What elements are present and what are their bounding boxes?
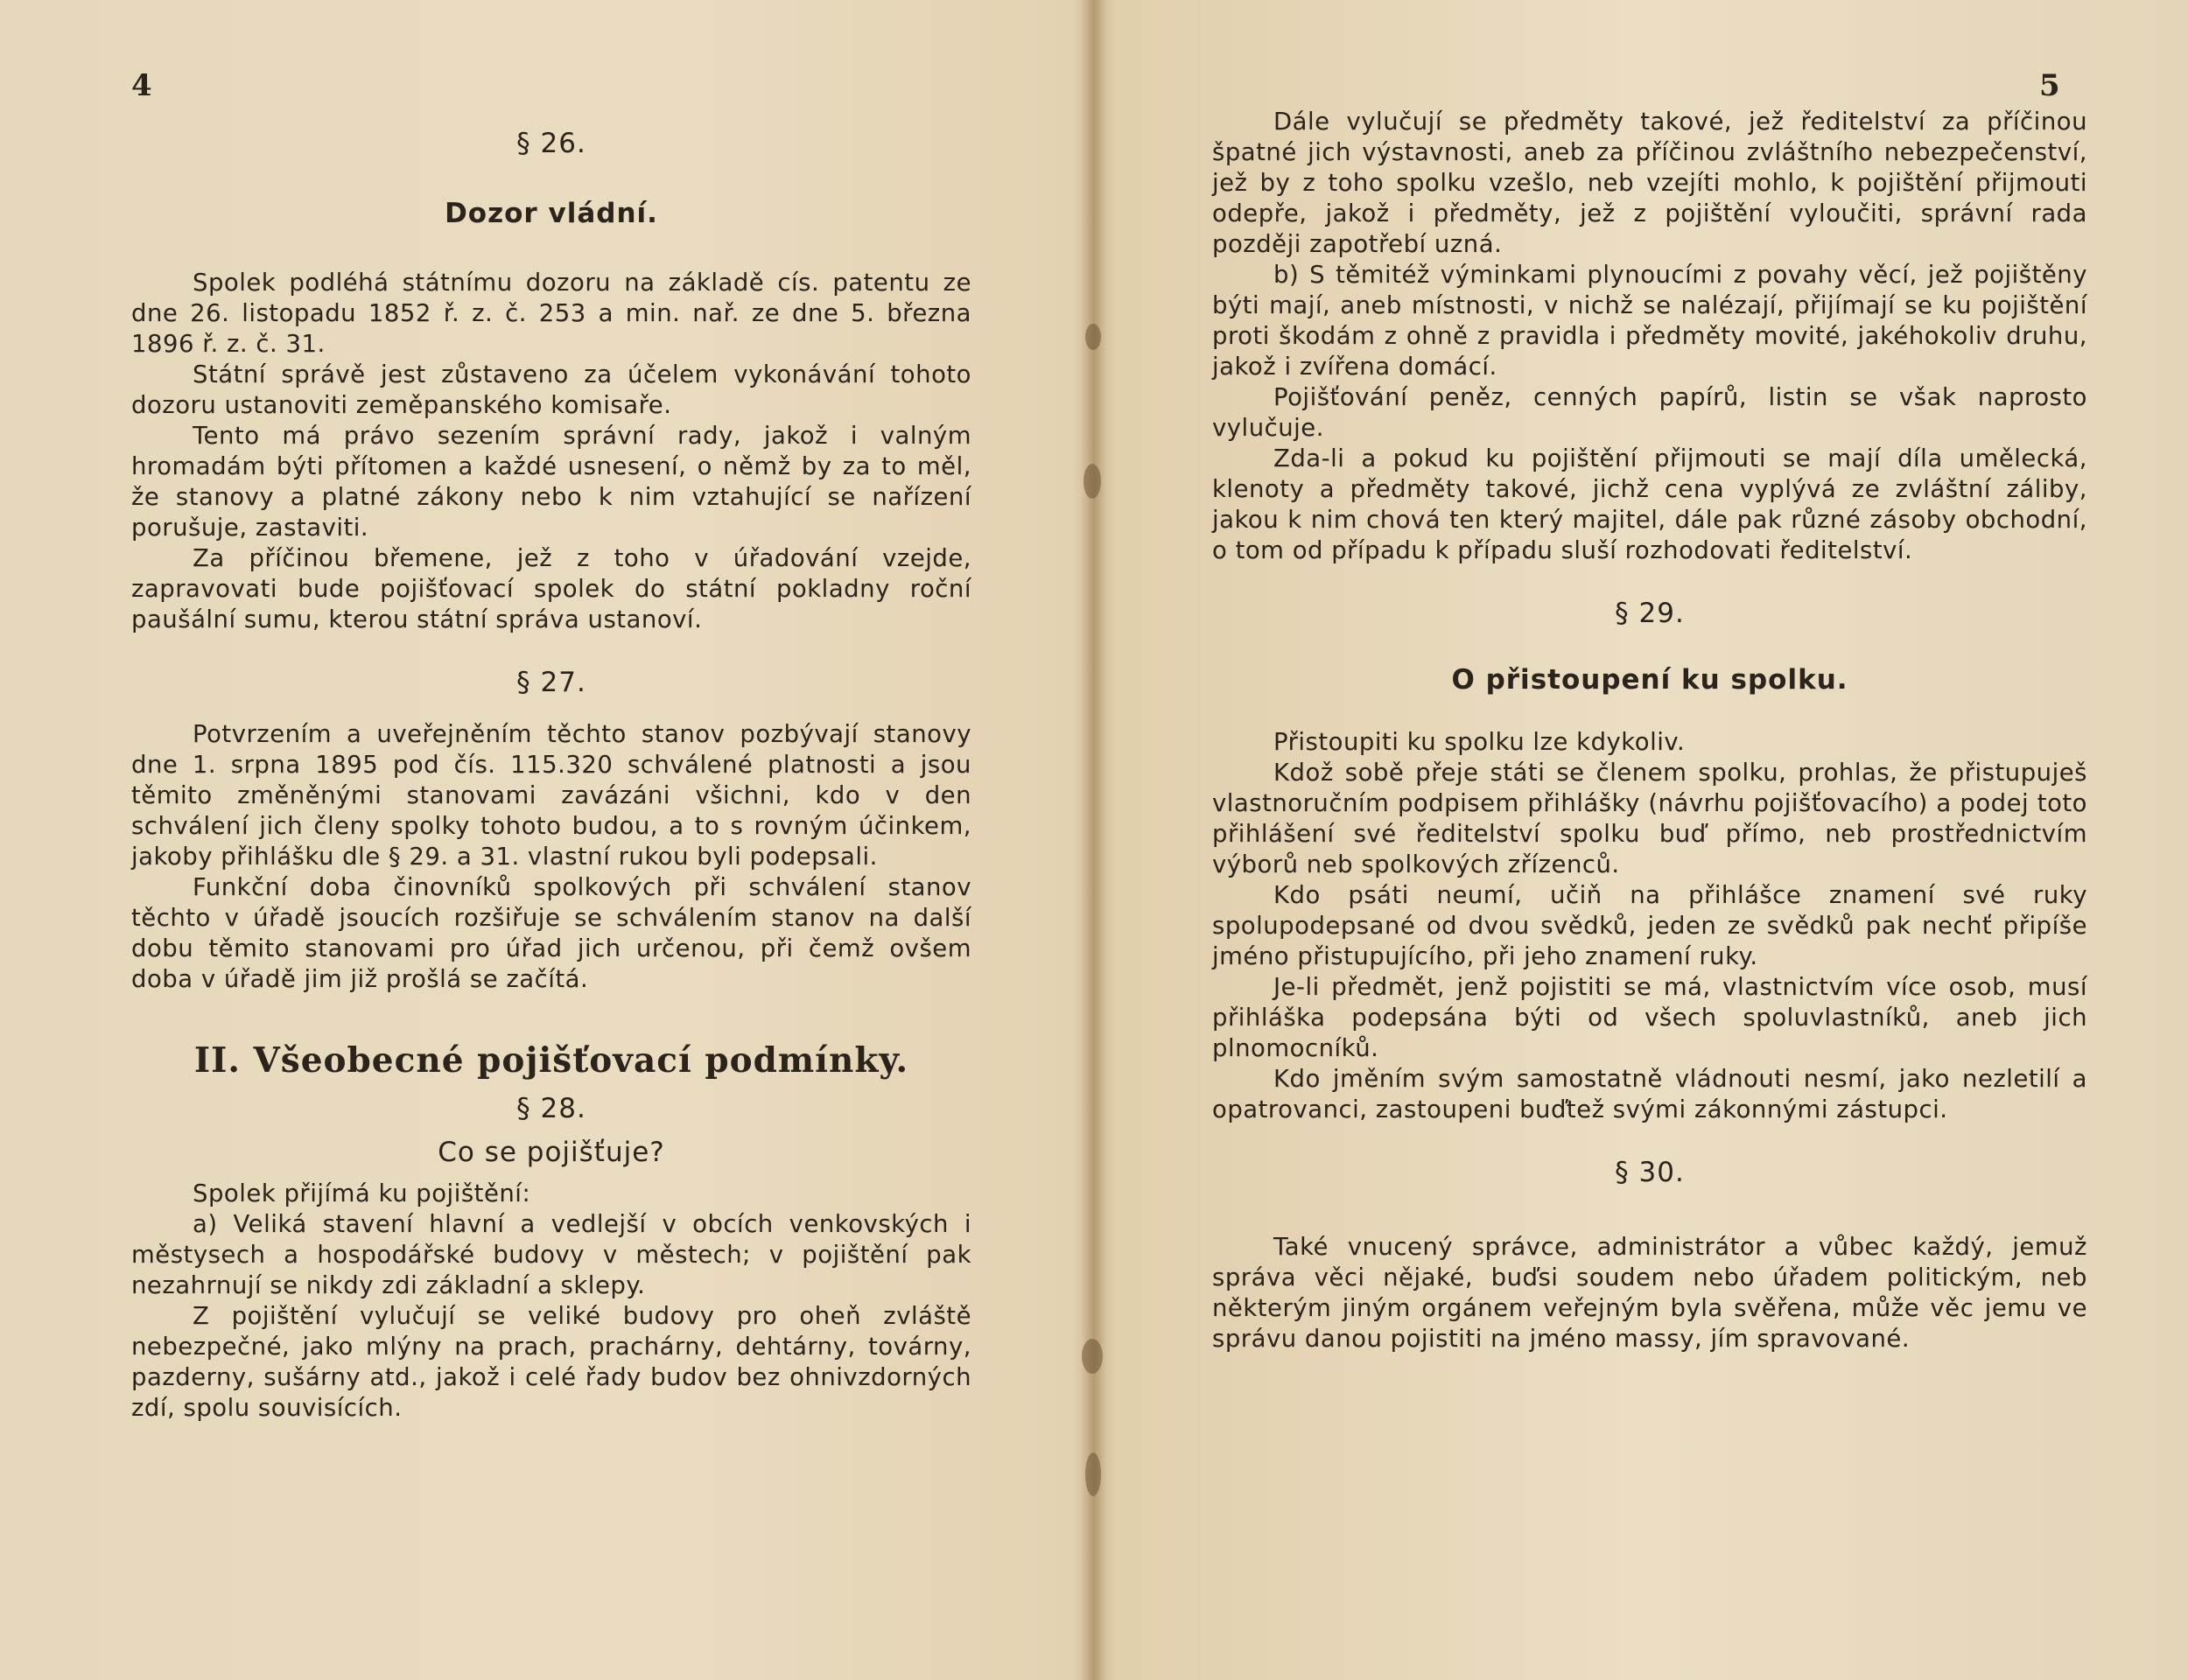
paragraph: Je-li předmět, jenž pojistiti se má, vlastnictvím více osob, musí přihláška podepsána býti od všech spoluvlastníků, aneb jich plnomocníků. — [1212, 973, 2087, 1062]
page-number: 4 — [131, 68, 152, 103]
paragraph: Za příčinou břemene, jež z toho v úřadování vzejde, zapravovati bude pojišťovací spolek do státní pokladny roční paušální sumu, kterou státní správa ustanoví. — [131, 544, 971, 634]
section-number: § 26. — [516, 128, 586, 159]
section-heading: O přistoupení ku spolku. — [1451, 664, 1848, 696]
paragraph: Pojišťování peněz, cenných papírů, listin se však naprosto vylučuje. — [1212, 383, 2087, 442]
paragraph: Z pojištění vylučují se veliké budovy pro oheň zvláště nebezpečné, jako mlýny na prach, prachárny, dehtárny, továrny, pazderny, sušárny atd., jakož i celé řady budov bez ohnivzdorných zdí, spolu souvisících. — [131, 1302, 971, 1422]
binding-stain — [1085, 1452, 1101, 1496]
section-28-body — [131, 1179, 971, 1424]
paragraph: Kdo jměním svým samostatně vládnouti nesmí, jako nezletilí a opatrovanci, zastoupeni buďtež svými zákonnými zástupci. — [1212, 1065, 2087, 1124]
paragraph: Přistoupiti ku spolku lze kdykoliv. — [1273, 728, 1686, 756]
section-number: § 27. — [516, 667, 586, 698]
left-page — [0, 0, 1085, 1680]
paragraph: Kdož sobě přeje státi se členem spolku, prohlas, že přistupuješ vlastnoručním podpisem přihlášky (návrhu pojišťovacího) a podej toto přihlášení své ředitelství spolku buď přímo, neb prostřednictvím výborů neb spolkových zřízenců. — [1212, 759, 2087, 878]
binding-stain — [1083, 464, 1101, 499]
paragraph: Zda-li a pokud ku pojištění přijmouti se mají díla umělecká, klenoty a předměty takové, jichž cena vyplývá ze zvláštní záliby, jakou k nim chová ten který majitel, dále pak různé zásoby obchodní, o tom od případu k případu sluší rozhodovati ředitelství. — [1212, 444, 2087, 564]
page-number: 5 — [2039, 68, 2060, 103]
paragraph: Potvrzením a uveřejněním těchto stanov pozbývají stanovy dne 1. srpna 1895 pod čís. 115.320 schválené platnosti a jsou těmito změněnými stanovami zavázáni všichni, kdo v den schválení jich členy spolky tohoto budou, a to s rovným účinkem, jakoby přihlášku dle § 29. a 31. vlastní rukou byli podepsali. — [131, 720, 971, 871]
section-heading: Dozor vládní. — [445, 198, 658, 229]
section-heading: Co se pojišťuje? — [438, 1137, 665, 1168]
paragraph: Také vnucený správce, administrátor a vůbec každý, jemuž správa věci nějaké, buďsi soudem nebo úřadem politickým, neb některým jiným orgánem veřejným byla svěřena, může věc jemu ve správu danou pojistiti na jméno massy, jím spravované. — [1212, 1233, 2087, 1353]
paragraph: Státní správě jest zůstaveno za účelem vykonávání tohoto dozoru ustanoviti zeměpanského komisaře. — [131, 360, 971, 419]
right-page — [1103, 0, 2188, 1680]
section-number: § 30. — [1615, 1157, 1685, 1188]
paragraph: Spolek přijímá ku pojištění: — [193, 1180, 531, 1208]
section-30-body — [1212, 1232, 2087, 1354]
section-number: § 28. — [516, 1093, 586, 1124]
paragraph: Tento má právo sezením správní rady, jakož i valným hromadám býti přítomen a každé usnesení, o němž by za to měl, že stanovy a platné zákony nebo k nim vztahující se nařízení porušuje, zastaviti. — [131, 422, 971, 542]
binding-stain — [1085, 324, 1101, 350]
section-number: § 29. — [1615, 598, 1685, 629]
right-text-column — [1212, 107, 2087, 1354]
paragraph: Funkční doba činovníků spolkových při schválení stanov těchto v úřadě jsoucích rozšiřuje se schválením stanov na další dobu těmito stanovami pro úřad jich určenou, při čemž ovšem doba v úřadě jim již prošlá se začítá. — [131, 873, 971, 993]
section-28-continued — [1212, 107, 2087, 566]
paragraph: Kdo psáti neumí, učiň na přihlášce znamení své ruky spolupodepsané od dvou svědků, jeden ze svědků pak nechť připíše jméno přistupujícího, při jeho znamení ruky. — [1212, 881, 2087, 970]
paragraph: b) S těmitéž výminkami plynoucími z povahy věcí, jež pojištěny býti mají, aneb místnosti, v nichž se nalézají, přijímají se ku pojištění proti škodám z ohně z pravidla i předměty movité, jakéhokoliv druhu, jakož i zvířena domácí. — [1212, 261, 2087, 381]
paragraph: Spolek podléhá státnímu dozoru na základě cís. patentu ze dne 26. listopadu 1852 ř. z. č. 253 a min. nař. ze dne 5. března 1896 ř. z. č. 31. — [131, 269, 971, 358]
paragraph: a) Veliká stavení hlavní a vedlejší v obcích venkovských i městysech a hospodářské budovy v městech; v pojištění pak nezahrnují se nikdy zdi základní a sklepy. — [131, 1210, 971, 1299]
section-29-body — [1212, 727, 2087, 1125]
paragraph: Dále vylučují se předměty takové, jež ředitelství za příčinou špatné jich výstavnosti, aneb za příčinou zvláštního nebezpečenství, jež by z toho spolku vzešlo, neb vzejíti mohlo, k pojištění přijmouti odepře, jakož i předměty, jež z pojištění vyloučiti, správní rada později zapotřebí uzná. — [1212, 108, 2087, 258]
section-26-body — [131, 268, 971, 635]
left-text-column — [131, 122, 971, 1424]
section-27-body — [131, 719, 971, 995]
part-heading: II. Všeobecné pojišťovací podmínky. — [193, 1040, 909, 1081]
